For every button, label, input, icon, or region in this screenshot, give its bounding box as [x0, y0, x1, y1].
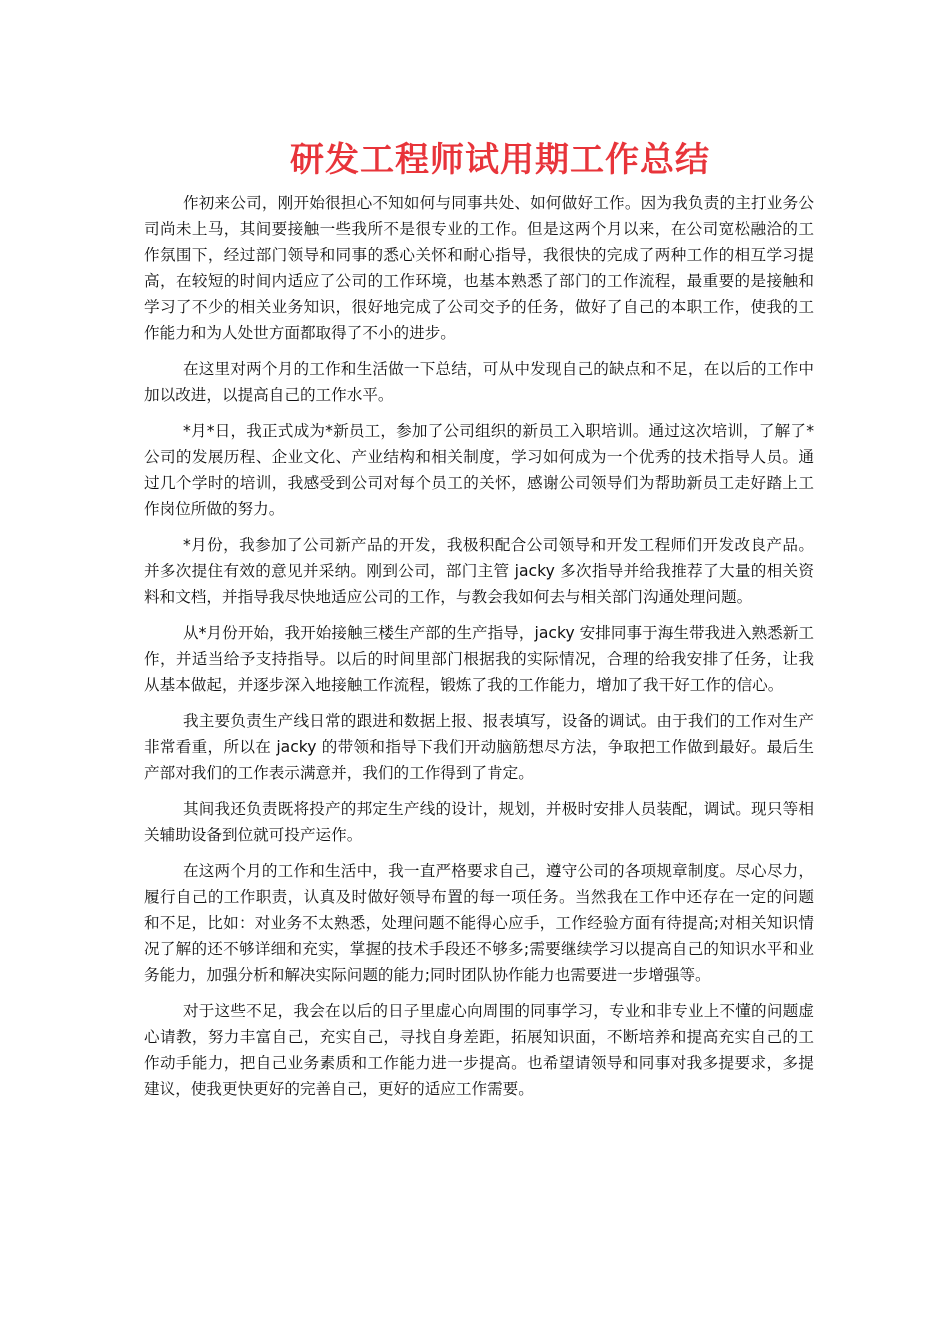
paragraph-2: 在这里对两个月的工作和生活做一下总结，可从中发现自己的缺点和不足，在以后的工作中加以改进，以提高自己的工作水平。: [144, 360, 814, 404]
paragraph-5: 从*月份开始，我开始接触三楼生产部的生产指导，jacky 安排同事于海生带我进入熟悉新工作，并适当给予支持指导。以后的时间里部门根据我的实际情况，合理的给我安排了任务，让我从基本做起，并逐步深入地接触工作流程，锻炼了我的工作能力，增加了我干好工作的信心。: [144, 624, 814, 694]
document-body: [144, 190, 814, 1112]
paragraph-8: 在这两个月的工作和生活中，我一直严格要求自己，遵守公司的各项规章制度。尽心尽力，履行自己的工作职责，认真及时做好领导布置的每一项任务。当然我在工作中还存在一定的问题和不足，比如：对业务不太熟悉，处理问题不能得心应手，工作经验方面有待提高;对相关知识情况了解的还不够详细和充实，掌握的技术手段还不够多;需要继续学习以提高自己的知识水平和业务能力，加强分析和解决实际问题的能力;同时团队协作能力也需要进一步增强等。: [144, 862, 814, 984]
paragraph-4: *月份，我参加了公司新产品的开发，我极积配合公司领导和开发工程师们开发改良产品。并多次提住有效的意见并采纳。刚到公司，部门主管 jacky 多次指导并给我推荐了大量的相关资料和文档，并指导我尽快地适应公司的工作，与教会我如何去与相关部门沟通处理问题。: [144, 536, 814, 606]
paragraph-1: 作初来公司，刚开始很担心不知如何与同事共处、如何做好工作。因为我负责的主打业务公司尚未上马，其间要接触一些我所不是很专业的工作。但是这两个月以来，在公司宽松融洽的工作氛围下，经过部门领导和同事的悉心关怀和耐心指导，我很快的完成了两种工作的相互学习提高，在较短的时间内适应了公司的工作环境，也基本熟悉了部门的工作流程，最重要的是接触和学习了不少的相关业务知识，很好地完成了公司交予的任务，做好了自己的本职工作，使我的工作能力和为人处世方面都取得了不小的进步。: [144, 194, 814, 342]
paragraph-7: 其间我还负责既将投产的邦定生产线的设计，规划，并极时安排人员装配，调试。现只等相关辅助设备到位就可投产运作。: [144, 800, 814, 844]
paragraph-9: 对于这些不足，我会在以后的日子里虚心向周围的同事学习，专业和非专业上不懂的问题虚心请教，努力丰富自己，充实自己，寻找自身差距，拓展知识面，不断培养和提高充实自己的工作动手能力，把自己业务素质和工作能力进一步提高。也希望请领导和同事对我多提要求，多提建议，使我更快更好的完善自己，更好的适应工作需要。: [144, 1002, 814, 1098]
paragraph-6: 我主要负责生产线日常的跟进和数据上报、报表填写，设备的调试。由于我们的工作对生产非常看重，所以在 jacky 的带领和指导下我们开动脑筋想尽方法，争取把工作做到最好。最后生产部对我们的工作表示满意并，我们的工作得到了肯定。: [144, 712, 814, 782]
paragraph-3: *月*日，我正式成为*新员工，参加了公司组织的新员工入职培训。通过这次培训，了解了*公司的发展历程、企业文化、产业结构和相关制度，学习如何成为一个优秀的技术指导人员。通过几个学时的培训，我感受到公司对每个员工的关怀，感谢公司领导们为帮助新员工走好踏上工作岗位所做的努力。: [144, 422, 814, 518]
document-title: 研发工程师试用期工作总结: [290, 140, 710, 180]
